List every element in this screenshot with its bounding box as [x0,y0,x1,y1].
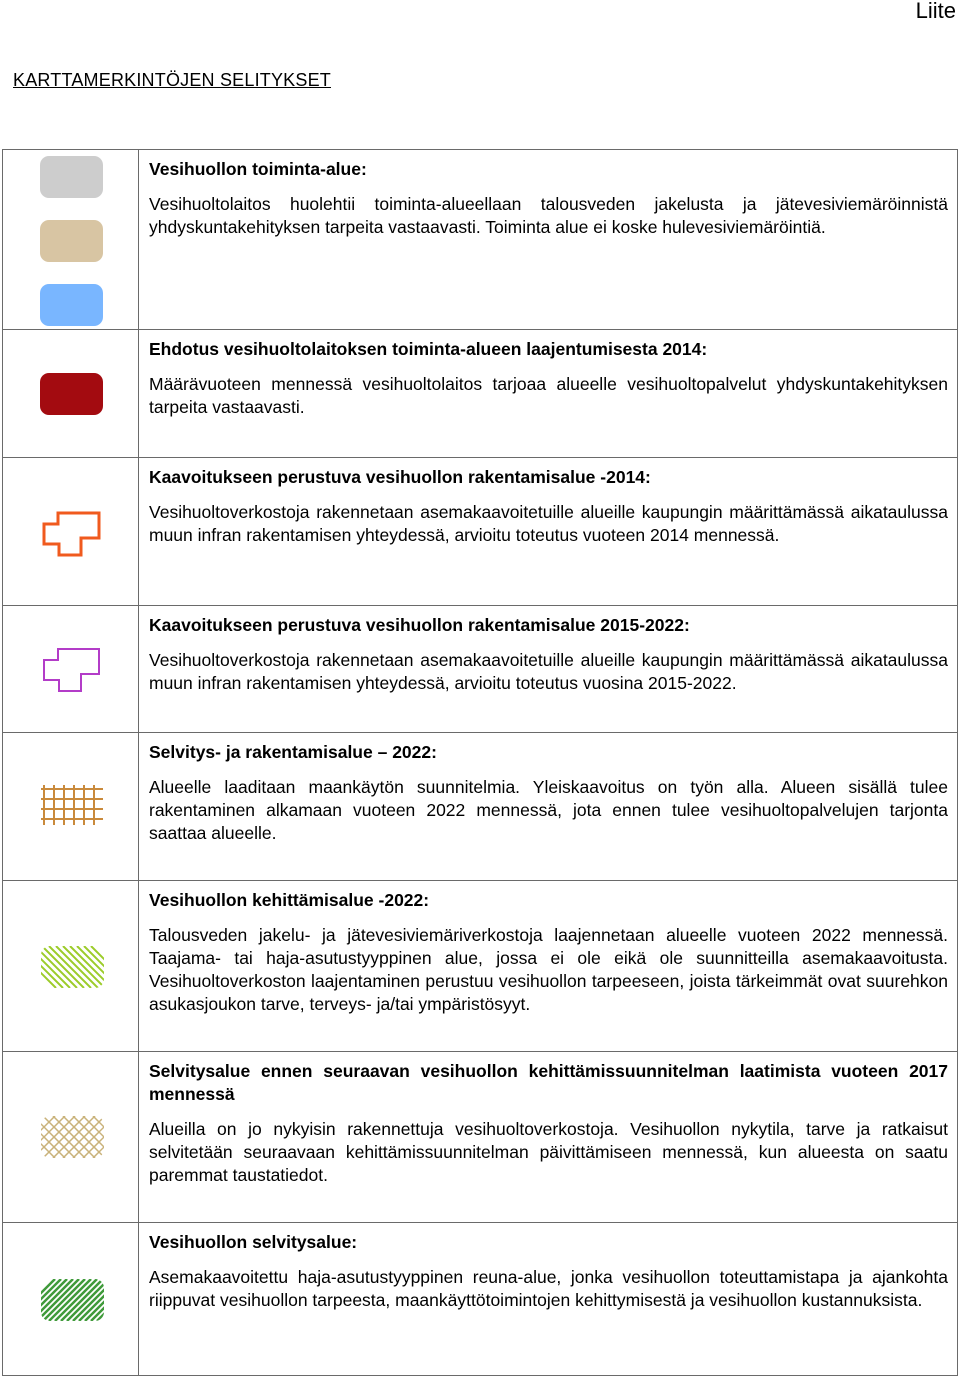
page-heading: KARTTAMERKINTÖJEN SELITYKSET [13,70,331,90]
gray-area-swatch [40,156,103,198]
legend-entry-title: Kaavoitukseen perustuva vesihuollon rakentamisalue -2014: [149,467,651,487]
purple-outline-symbol [44,649,99,691]
legend-symbol-group [3,330,138,458]
beige-area-swatch [40,220,103,262]
legend-symbol-cell [3,1223,139,1376]
legend-symbol-group [3,881,138,1052]
legend-symbol-cell [3,150,139,330]
legend-symbol-cell [3,606,139,733]
legend-entry-body: Alueelle laaditaan maankäytön suunnitelmia. Yleiskaavoitus on työn alla. Alueen sisällä tulee rakentaminen alkamaan vuoteen 2022 mennessä, jota ennen tulee vesihuoltopalvelujen tarjonta saattaa alueelle. [149,777,948,843]
legend-entry-title: Selvitysalue ennen seuraavan vesihuollon kehittämissuunnitelman laatimista vuoteen 2017 mennessä [149,1061,948,1104]
legend-symbol-cell [3,733,139,881]
legend-entry-body: Alueilla on jo nykyisin rakennettuja vesihuoltoverkostoja. Vesihuollon nykytila, tarve ja ratkaisut selvitetään seuraavaan kehittämissuunnitelman päivittämiseen mennessä, kun alueesta on saatu paremmat taustatiedot. [149,1119,948,1185]
legend-text-cell [139,330,958,458]
legend-table [2,149,958,1376]
legend-row [3,881,958,1052]
legend-symbol-cell [3,1052,139,1223]
legend-symbol-cell [3,330,139,458]
red-area-swatch [40,373,103,415]
legend-entry-title: Vesihuollon selvitysalue: [149,1232,358,1252]
page-tag: Liite [915,0,956,23]
tan-crosshatch-symbol [13,1116,135,1158]
legend-entry-body: Asemakaavoitettu haja-asutustyyppinen reuna-alue, jonka vesihuollon toteuttamistapa ja ajankohta riippuvat vesihuollon tarpeesta, maankäyttötoimintojen kehittymisestä ja vesihuollon kustannuksista. [149,1267,948,1310]
legend-symbol-group [3,1223,138,1376]
orange-outline-symbol [44,513,99,555]
legend-row [3,606,958,733]
legend-row [3,1223,958,1376]
lime-hatch-symbol [14,946,133,988]
legend-entry-title: Selvitys- ja rakentamisalue – 2022: [149,742,437,762]
legend-text-cell [139,150,958,330]
legend-text-cell [139,1052,958,1223]
green-hatch-symbol [13,1279,138,1321]
legend-row [3,1052,958,1223]
legend-row [3,150,958,330]
legend-row [3,330,958,458]
legend-symbol-group [3,150,138,330]
brown-grid-symbol [41,785,103,825]
legend-symbol-cell [3,881,139,1052]
legend-text-cell [139,458,958,606]
legend-entry-title: Vesihuollon toiminta-alue: [149,159,367,179]
blue-area-swatch [40,284,103,326]
legend-entry-body: Määrävuoteen mennessä vesihuoltolaitos tarjoaa alueelle vesihuoltopalvelut yhdyskuntakehityksen tarpeita vastaavasti. [149,374,948,417]
legend-entry-body: Talousveden jakelu- ja jätevesiviemäriverkostoja laajennetaan alueelle vuoteen 2022 mennessä. Taajama- tai haja-asutustyyppinen alue, jossa ei ole eikä ole suunnitteilla asemakaavoitusta. Vesihuoltoverkoston laajentaminen perustuu vesihuollon tarpeeseen, joista tärkeimmät ovat suurehkon asukasjoukon tarve, terveys- ja/tai ympäristösyyt. [149,925,948,1014]
legend-text-cell [139,733,958,881]
legend-text-cell [139,606,958,733]
legend-entry-title: Vesihuollon kehittämisalue -2022: [149,890,430,910]
legend-text-cell [139,1223,958,1376]
legend-symbol-cell [3,458,139,606]
legend-entry-title: Ehdotus vesihuoltolaitoksen toiminta-alueen laajentumisesta 2014: [149,339,708,359]
legend-text-cell [139,881,958,1052]
legend-symbol-group [3,1052,138,1223]
legend-symbol-group [3,606,138,733]
legend-entry-body: Vesihuoltoverkostoja rakennetaan asemakaavoitetuille alueille kaupungin määrittämässä aikataulussa muun infran rakentamisen yhteydessä, arvioitu toteutus vuosina 2015-2022. [149,650,948,693]
legend-entry-title: Kaavoitukseen perustuva vesihuollon rakentamisalue 2015-2022: [149,615,690,635]
legend-entry-body: Vesihuoltolaitos huolehtii toiminta-alueellaan talousveden jakelusta ja jätevesiviemäröinnistä yhdyskuntakehityksen tarpeita vastaavasti. Toiminta alue ei koske hulevesiviemäröintiä. [149,194,948,237]
legend-row [3,733,958,881]
legend-symbol-group [3,458,138,606]
legend-entry-body: Vesihuoltoverkostoja rakennetaan asemakaavoitetuille alueille kaupungin määrittämässä aikataulussa muun infran rakentamisen yhteydessä, arvioitu toteutus vuoteen 2014 mennessä. [149,502,948,545]
legend-row [3,458,958,606]
legend-symbol-group [3,733,138,881]
